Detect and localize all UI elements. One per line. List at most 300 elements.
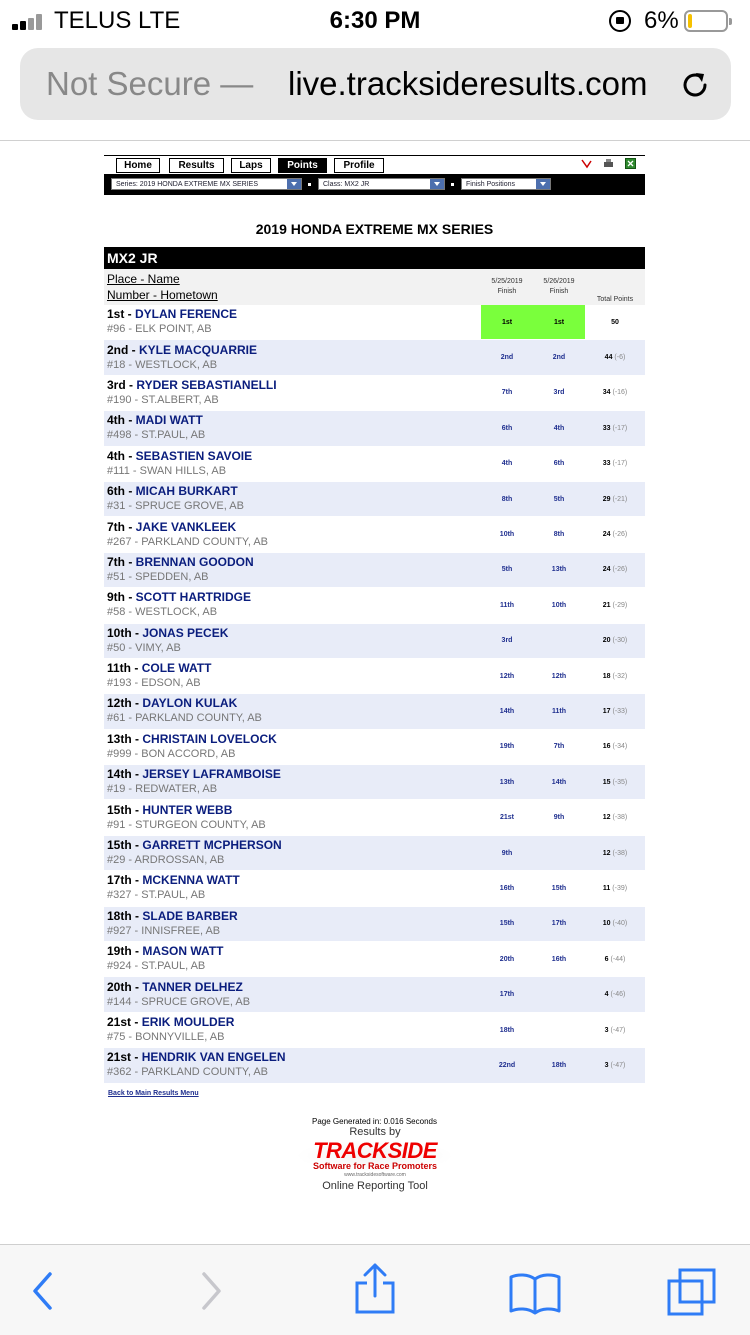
rider-hometown-line: #31 - SPRUCE GROVE, AB (107, 500, 244, 513)
points-value: 44 (604, 354, 613, 362)
table-row (104, 1012, 645, 1047)
total-points (585, 411, 645, 446)
race2-finish: 12th (533, 658, 585, 693)
total-points (585, 835, 645, 870)
race2-finish: 1st (533, 305, 585, 340)
rider-name-line: 10th - JONAS PECEK (107, 625, 229, 640)
race1-finish: 22nd (481, 1048, 533, 1083)
rider-number: #50 (107, 641, 126, 654)
rider-name-line: 18th - SLADE BARBER (107, 908, 238, 923)
table-row (104, 552, 645, 587)
total-points (585, 1012, 645, 1047)
rider-hometown-line: #924 - ST.PAUL, AB (107, 960, 206, 973)
rider-name-line: 19th - MASON WATT (107, 944, 224, 959)
battery-percent: 6% (644, 7, 679, 34)
table-row (104, 694, 645, 729)
race2-finish: 14th (533, 765, 585, 800)
rider-cell (104, 552, 481, 587)
table-row (104, 658, 645, 693)
rider-name[interactable]: GARRETT MCPHERSON (142, 838, 282, 853)
rider-place: 18th (107, 908, 132, 923)
points-value: 11 (602, 884, 611, 892)
separator-dot (308, 183, 311, 186)
header-name-col (104, 269, 481, 305)
sort-place-name-link[interactable]: Place - Name (107, 272, 180, 286)
rider-name-line: 21st - ERIK MOULDER (107, 1015, 235, 1029)
points-value: 12 (602, 849, 611, 857)
series-select[interactable] (111, 178, 302, 190)
race1-finish: 4th (481, 446, 533, 481)
rider-name[interactable]: SCOTT HARTRIDGE (135, 590, 252, 605)
tabs-icon[interactable] (666, 1267, 718, 1317)
race1-finish: 13th (481, 765, 533, 800)
total-points (585, 800, 645, 835)
points-value: 21 (602, 601, 611, 609)
race1-finish: 2nd (481, 340, 533, 375)
rider-hometown: PARKLAND COUNTY, AB (141, 535, 269, 548)
points-diff: (-16) (612, 389, 628, 397)
sort-number-hometown-link[interactable]: Number - Hometown (107, 288, 218, 302)
logo-wordmark: TRACKSIDE (313, 1138, 437, 1163)
points-value: 50 (611, 318, 619, 326)
race2-finish: 8th (533, 517, 585, 552)
points-diff: (-17) (612, 424, 628, 432)
rider-name-line: 20th - TANNER DELHEZ (107, 979, 243, 994)
rider-number: #498 (107, 429, 132, 442)
rider-hometown: SPRUCE GROVE, AB (135, 500, 244, 513)
total-points (585, 658, 645, 693)
rider-hometown-line: #111 - SWAN HILLS, AB (107, 464, 227, 477)
rider-name-line: 6th - MICAH BURKART (107, 484, 238, 499)
rider-hometown-line: #267 - PARKLAND COUNTY, AB (107, 535, 269, 548)
url-host: live.tracksideresults.com (288, 65, 648, 102)
points-value: 34 (602, 389, 611, 397)
table-row (104, 800, 645, 835)
points-diff: (-47) (610, 1061, 626, 1069)
rider-number: #18 (107, 358, 126, 371)
race1-date: 5/25/2019 (491, 278, 523, 285)
rider-name[interactable]: DAYLON KULAK (142, 696, 238, 711)
rider-hometown-line: #498 - ST.PAUL, AB (107, 429, 206, 442)
rider-cell (104, 977, 481, 1012)
points-diff: (-38) (612, 814, 628, 822)
class-select[interactable] (318, 178, 445, 190)
rider-name[interactable]: DYLAN FERENCE (135, 307, 238, 322)
header-race2 (533, 269, 585, 305)
race1-finish: 1st (481, 305, 533, 340)
rider-place: 4th (107, 413, 125, 428)
rider-name-line: 9th - SCOTT HARTRIDGE (107, 590, 252, 605)
rider-place: 7th (107, 554, 125, 569)
points-diff: (-38) (612, 849, 628, 857)
total-points (585, 942, 645, 977)
rider-hometown-line: #91 - STURGEON COUNTY, AB (107, 818, 266, 831)
rider-cell (104, 835, 481, 870)
total-points (585, 1048, 645, 1083)
total-points (585, 977, 645, 1012)
tab-laps[interactable]: Laps (231, 158, 271, 173)
rider-hometown: EDSON, AB (141, 677, 201, 690)
race2-finish: 5th (533, 481, 585, 516)
trackside-logo[interactable] (290, 1126, 460, 1192)
rider-number: #999 (107, 747, 132, 760)
race2-finish: 16th (533, 942, 585, 977)
carrier-label: TELUS LTE (54, 7, 181, 34)
share-icon[interactable] (353, 1263, 397, 1315)
logo-url: www.tracksidesoftware.com (344, 1172, 406, 1178)
race2-finish: 17th (533, 906, 585, 941)
table-row (104, 906, 645, 941)
rider-hometown: ELK POINT, AB (135, 323, 212, 336)
rider-name[interactable]: SEBASTIEN SAVOIE (135, 448, 253, 463)
total-points (585, 871, 645, 906)
race2-finish (533, 623, 585, 658)
rider-hometown: REDWATER, AB (135, 783, 218, 796)
rider-hometown-line: #51 - SPEDDEN, AB (107, 570, 209, 583)
points-value: 24 (602, 531, 611, 539)
race2-finish: 18th (533, 1048, 585, 1083)
rider-name[interactable]: MASON WATT (142, 944, 224, 959)
points-diff: (-33) (612, 707, 628, 715)
rider-name[interactable]: JONAS PECEK (142, 625, 229, 640)
rider-hometown: VIMY, AB (135, 641, 181, 654)
rider-number: #31 (107, 500, 126, 513)
header-race1 (481, 269, 533, 305)
table-row (104, 481, 645, 516)
rider-name-line: 13th - CHRISTAIN LOVELOCK (107, 731, 277, 746)
points-diff: (-17) (612, 460, 628, 468)
race1-finish: 20th (481, 942, 533, 977)
race1-finish: 5th (481, 552, 533, 587)
rider-name-line: 11th - COLE WATT (107, 661, 212, 676)
rider-name[interactable]: ERIK MOULDER (141, 1015, 235, 1029)
race1-label: Finish (497, 288, 517, 295)
rider-number: #327 (107, 889, 132, 902)
rider-name[interactable]: JERSEY LAFRAMBOISE (142, 767, 281, 782)
points-diff: (-21) (612, 495, 628, 503)
rider-hometown-line: #193 - EDSON, AB (107, 677, 201, 690)
points-diff: (-34) (612, 743, 628, 751)
race2-finish: 13th (533, 552, 585, 587)
race2-finish: 6th (533, 446, 585, 481)
total-points (585, 694, 645, 729)
race2-finish (533, 977, 585, 1012)
rider-cell (104, 481, 481, 516)
total-points (585, 375, 645, 410)
rider-cell (104, 765, 481, 800)
rider-cell (104, 942, 481, 977)
total-points (585, 906, 645, 941)
rider-name[interactable]: HUNTER WEBB (142, 802, 233, 817)
rider-number: #193 (107, 677, 132, 690)
race1-finish: 9th (481, 835, 533, 870)
total-points (585, 517, 645, 552)
total-points (585, 765, 645, 800)
rider-cell (104, 1012, 481, 1047)
rider-number: #19 (107, 783, 126, 796)
reload-icon[interactable] (680, 70, 710, 100)
race2-finish (533, 835, 585, 870)
rider-hometown-line: #18 - WESTLOCK, AB (107, 358, 218, 371)
back-to-menu-link[interactable]: Back to Main Results Menu (108, 1089, 199, 1097)
table-row (104, 588, 645, 623)
rider-name[interactable]: JAKE VANKLEEK (135, 519, 237, 534)
rider-name-line: 3rd - RYDER SEBASTIANELLI (107, 377, 277, 392)
points-diff: (-47) (610, 1026, 626, 1034)
rider-hometown: BON ACCORD, AB (141, 747, 236, 760)
rider-name-line: 21st - HENDRIK VAN ENGELEN (107, 1050, 286, 1065)
rider-name[interactable]: KYLE MACQUARRIE (139, 342, 258, 357)
rider-place: 6th (107, 484, 125, 499)
rider-number: #58 (107, 606, 126, 619)
rider-name-line: 12th - DAYLON KULAK (107, 696, 238, 711)
rider-cell (104, 411, 481, 446)
view-select[interactable] (461, 178, 551, 190)
rider-number: #75 (107, 1031, 126, 1043)
total-points (585, 446, 645, 481)
rider-number: #267 (107, 535, 132, 548)
rider-place: 7th (107, 519, 125, 534)
race2-finish: 7th (533, 729, 585, 764)
logo-tagline: Software for Race Promoters (312, 1161, 438, 1171)
header-total-points: Total Points (585, 269, 645, 305)
rider-place: 19th (107, 944, 132, 959)
rider-hometown-line: #50 - VIMY, AB (107, 641, 181, 654)
rider-name-line: 4th - SEBASTIEN SAVOIE (107, 448, 253, 463)
rider-hometown-line: #327 - ST.PAUL, AB (107, 889, 206, 902)
rider-hometown: PARKLAND COUNTY, AB (141, 1066, 269, 1079)
race2-finish: 4th (533, 411, 585, 446)
rider-hometown: BONNYVILLE, AB (135, 1031, 225, 1043)
table-row (104, 942, 645, 977)
tab-points[interactable]: Points (278, 158, 327, 173)
rider-hometown: ST.PAUL, AB (141, 889, 206, 902)
rider-name[interactable]: MICAH BURKART (135, 484, 238, 499)
rider-place: 15th (107, 802, 132, 817)
points-diff: (-39) (612, 884, 628, 892)
rider-cell (104, 906, 481, 941)
rider-name-line: 15th - GARRETT MCPHERSON (107, 838, 282, 853)
rider-number: #144 (107, 995, 132, 1008)
race1-finish: 21st (481, 800, 533, 835)
rider-place: 20th (107, 979, 132, 994)
points-value: 3 (604, 1026, 609, 1034)
bookmarks-icon[interactable] (508, 1271, 562, 1315)
race1-finish: 11th (481, 588, 533, 623)
rider-place: 9th (107, 590, 125, 605)
chevron-down-icon (430, 179, 444, 189)
rider-name-line: 7th - BRENNAN GOODON (107, 554, 254, 569)
points-value: 18 (602, 672, 611, 680)
rider-name-line: 14th - JERSEY LAFRAMBOISE (107, 767, 281, 782)
race2-finish: 2nd (533, 340, 585, 375)
total-points (585, 481, 645, 516)
rider-place: 3rd (107, 377, 126, 392)
tab-profile[interactable]: Profile (334, 158, 384, 173)
tab-home[interactable]: Home (116, 158, 160, 173)
status-bar (0, 0, 750, 40)
address-bar[interactable] (20, 48, 731, 120)
race1-finish: 12th (481, 658, 533, 693)
rider-name-line: 2nd - KYLE MACQUARRIE (107, 342, 258, 357)
rider-number: #96 (107, 323, 126, 336)
rider-number: #362 (107, 1066, 132, 1079)
logo-results-by: Results by (349, 1126, 401, 1138)
points-diff: (-40) (612, 920, 628, 928)
race1-finish: 10th (481, 517, 533, 552)
table-row (104, 340, 645, 375)
rider-hometown: PARKLAND COUNTY, AB (135, 712, 262, 725)
table-row (104, 765, 645, 800)
rider-hometown-line: #927 - INNISFREE, AB (107, 924, 221, 937)
nav-toolbar (104, 155, 645, 174)
rider-place: 13th (107, 731, 132, 746)
rider-number: #29 (107, 854, 126, 867)
total-points (585, 588, 645, 623)
points-diff: (-29) (612, 601, 628, 609)
forward-icon[interactable] (198, 1271, 224, 1311)
table-row (104, 871, 645, 906)
rider-name[interactable]: CHRISTAIN LOVELOCK (142, 731, 277, 746)
table-header (104, 269, 645, 305)
rider-number: #51 (107, 570, 126, 583)
rider-cell (104, 305, 481, 340)
rider-place: 17th (107, 873, 132, 888)
rider-hometown: WESTLOCK, AB (135, 606, 218, 619)
rider-cell (104, 446, 481, 481)
rider-hometown-line: #362 - PARKLAND COUNTY, AB (107, 1066, 269, 1079)
rider-number: #190 (107, 393, 132, 406)
rider-name[interactable]: MADI WATT (135, 413, 203, 428)
race2-finish (533, 1012, 585, 1047)
status-time: 6:30 PM (329, 7, 421, 34)
rider-name[interactable]: HENDRIK VAN ENGELEN (141, 1050, 286, 1065)
rider-hometown-line: #29 - ARDROSSAN, AB (107, 854, 225, 867)
points-table (104, 269, 645, 1084)
rider-hometown: SWAN HILLS, AB (139, 464, 227, 477)
rider-hometown-line: #96 - ELK POINT, AB (107, 323, 212, 336)
rider-hometown: WESTLOCK, AB (135, 358, 218, 371)
rider-name[interactable]: COLE WATT (141, 661, 212, 676)
points-diff: (-46) (610, 991, 626, 999)
race2-finish: 9th (533, 800, 585, 835)
rider-place: 14th (107, 767, 132, 782)
table-row (104, 411, 645, 446)
table-row (104, 305, 645, 340)
rider-number: #91 (107, 818, 126, 831)
divider (0, 140, 750, 141)
points-diff: (-32) (612, 672, 628, 680)
race1-finish: 17th (481, 977, 533, 1012)
rider-cell (104, 588, 481, 623)
rider-cell (104, 340, 481, 375)
lock-rotation-icon (609, 10, 631, 32)
points-diff: (-44) (610, 955, 626, 963)
table-row (104, 623, 645, 658)
rider-hometown: ST.ALBERT, AB (141, 393, 219, 406)
rider-name-line: 1st - DYLAN FERENCE (107, 307, 238, 322)
points-value: 15 (602, 778, 611, 786)
race1-finish: 3rd (481, 623, 533, 658)
points-value: 17 (602, 707, 611, 715)
rider-name[interactable]: RYDER SEBASTIANELLI (136, 377, 277, 392)
total-points (585, 729, 645, 764)
points-diff: (-6) (614, 354, 626, 362)
rider-place: 10th (107, 625, 132, 640)
edit-icon[interactable] (581, 158, 592, 169)
series-title: 2019 HONDA EXTREME MX SERIES (255, 221, 494, 237)
rider-name-line: 7th - JAKE VANKLEEK (107, 519, 237, 534)
rider-place: 11th (107, 661, 132, 676)
race2-finish: 15th (533, 871, 585, 906)
rider-cell (104, 658, 481, 693)
series-select-value: Series: 2019 HONDA EXTREME MX SERIES (116, 181, 258, 188)
rider-name[interactable]: SLADE BARBER (142, 908, 238, 923)
points-diff: (-26) (612, 566, 628, 574)
filter-bar (104, 174, 645, 195)
rider-place: 21st (107, 1015, 132, 1029)
rider-hometown-line: #999 - BON ACCORD, AB (107, 747, 236, 760)
points-value: 33 (602, 460, 611, 468)
rider-name[interactable]: TANNER DELHEZ (142, 979, 243, 994)
chevron-down-icon (536, 179, 550, 189)
race1-finish: 18th (481, 1012, 533, 1047)
rider-cell (104, 1048, 481, 1083)
print-icon[interactable] (603, 158, 614, 169)
points-value: 20 (602, 637, 611, 645)
rider-name-line: 4th - MADI WATT (107, 413, 203, 428)
points-value: 33 (602, 424, 611, 432)
rider-name-line: 17th - MCKENNA WATT (107, 873, 240, 888)
rider-hometown-line: #144 - SPRUCE GROVE, AB (107, 995, 251, 1008)
table-row (104, 835, 645, 870)
table-row (104, 729, 645, 764)
points-value: 4 (604, 991, 609, 999)
points-value: 16 (602, 743, 611, 751)
rider-cell (104, 623, 481, 658)
table-row (104, 1048, 645, 1083)
rider-cell (104, 517, 481, 552)
rider-hometown: SPRUCE GROVE, AB (141, 995, 251, 1008)
browser-toolbar (0, 1244, 750, 1335)
view-select-value: Finish Positions (466, 181, 516, 188)
rider-cell (104, 729, 481, 764)
rider-name[interactable]: BRENNAN GOODON (135, 554, 254, 569)
rider-hometown: STURGEON COUNTY, AB (135, 818, 266, 831)
back-icon[interactable] (30, 1271, 56, 1311)
rider-cell (104, 871, 481, 906)
chevron-down-icon (287, 179, 301, 189)
race1-finish: 14th (481, 694, 533, 729)
total-points (585, 340, 645, 375)
rider-name[interactable]: MCKENNA WATT (142, 873, 240, 888)
rider-place: 15th (107, 838, 132, 853)
class-select-value: Class: MX2 JR (323, 181, 370, 188)
points-diff: (-26) (612, 531, 628, 539)
table-row (104, 977, 645, 1012)
table-row (104, 517, 645, 552)
rider-cell (104, 694, 481, 729)
rider-hometown: ST.PAUL, AB (141, 429, 206, 442)
rider-place: 4th (107, 448, 125, 463)
excel-icon[interactable] (625, 158, 636, 169)
rider-hometown: SPEDDEN, AB (135, 570, 209, 583)
tab-results[interactable]: Results (169, 158, 224, 173)
total-points (585, 623, 645, 658)
points-value: 29 (602, 495, 611, 503)
race2-finish: 3rd (533, 375, 585, 410)
rider-cell (104, 375, 481, 410)
